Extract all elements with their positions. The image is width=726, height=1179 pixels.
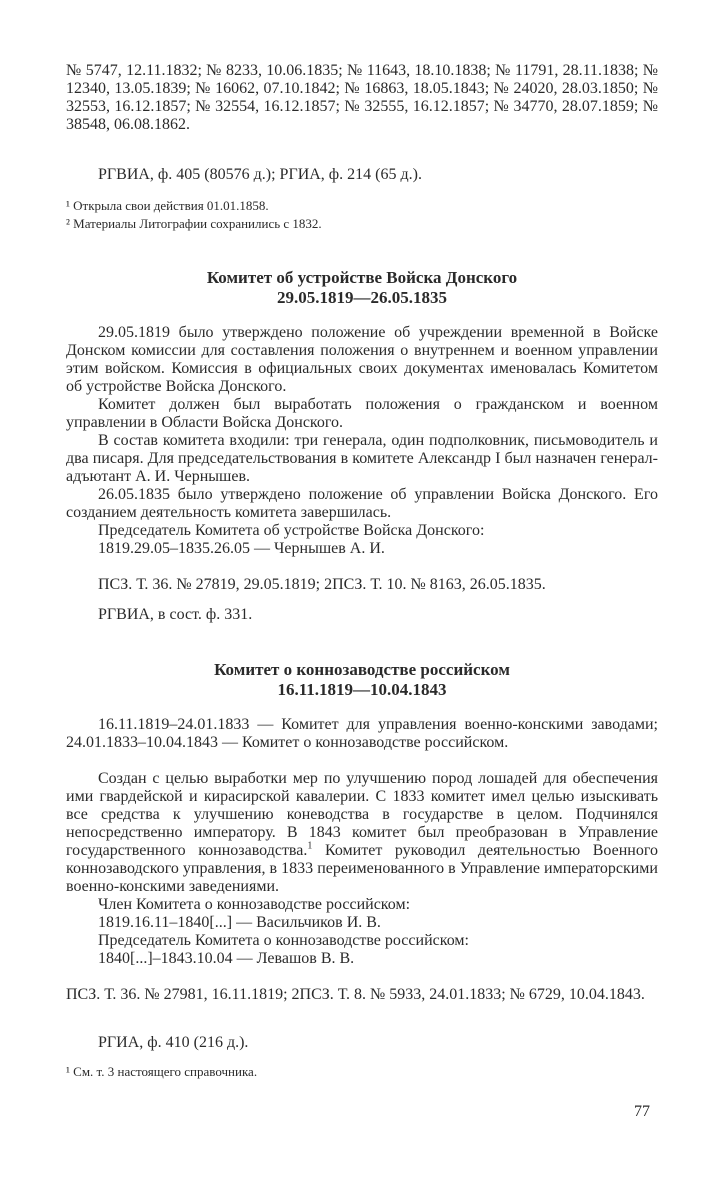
paragraph: 16.11.1819–24.01.1833 — Комитет для управления военно-конскими заводами; 24.01.1833–10.04.1843 — Комитет о коннозаводстве российском. [66,716,658,751]
paragraph: В состав комитета входили: три генерала, один подполковник, письмоводитель и два писаря. Для председательствования в комитете Александр I был назначен генерал-адъютант А. И. Чернышев. [66,432,658,485]
chair-label: Председатель Комитета о коннозаводстве российском: [98,932,469,949]
psz-reference: ПСЗ. Т. 36. № 27819, 29.05.1819; 2ПСЗ. Т. 10. № 8163, 26.05.1835. [98,576,546,593]
archive-reference: РГИА, ф. 410 (216 д.). [98,1034,249,1051]
page-number: 77 [634,1103,650,1120]
footnote-1: ¹ Открыла свои действия 01.01.1858. [66,198,269,213]
paragraph-text: Комитет руководил деятельностью Военного коннозаводского управления, в 1833 переименованного в Управление императорскими военно-конскими заведениями. [66,842,658,895]
paragraph-text: Создан с целью выработки мер по улучшению пород лошадей для обеспечения ими гвардейской и кирасирской кавалерии. С 1833 комитет имел целью изыскивать все средства к улучшению коневодства в государстве в целом. Подчинялся непосредственно императору. В 1843 комитет был преобразован в Управление государственного коннозаводства. [66,770,658,859]
footnote-2: ² Материалы Литографии сохранились с 1832. [66,216,322,231]
member-entry: 1819.16.11–1840[...] — Васильчиков И. В. [98,914,381,931]
psz-reference: ПСЗ. Т. 36. № 27981, 16.11.1819; 2ПСЗ. Т. 8. № 5933, 24.01.1833; № 6729, 10.04.1843. [66,986,645,1003]
section-dates: 16.11.1819—10.04.1843 [277,680,447,699]
paragraph: 26.05.1835 было утверждено положение об управлении Войска Донского. Его созданием деятельность комитета завершилась. [66,486,658,521]
archive-reference: РГВИА, в сост. ф. 331. [98,606,253,623]
paragraph: Комитет должен был выработать положения о гражданском и военном управлении в Области Войска Донского. [66,396,658,431]
paragraph [66,770,658,896]
section-dates: 29.05.1819—26.05.1835 [277,288,447,307]
chair-label: Председатель Комитета об устройстве Войска Донского: [98,522,485,539]
chair-entry: 1819.29.05–1835.26.05 — Чернышев А. И. [98,540,385,557]
member-label: Член Комитета о коннозаводстве российском: [98,896,411,913]
archive-reference: РГВИА, ф. 405 (80576 д.); РГИА, ф. 214 (65 д.). [98,166,422,183]
section-title: Комитет об устройстве Войска Донского [206,268,518,287]
paragraph: 29.05.1819 было утверждено положение об учреждении временной в Войске Донском комиссии для составления положения о внутреннем и военном управлении этим войском. Комиссия в официальных своих документах именовалась Комитетом об устройстве Войска Донского. [66,324,658,395]
footnote-1: ¹ См. т. 3 настоящего справочника. [66,1064,258,1079]
chair-entry: 1840[...]–1843.10.04 — Левашов В. В. [98,950,355,967]
references-list: № 5747, 12.11.1832; № 8233, 10.06.1835; № 11643, 18.10.1838; № 11791, 28.11.1838; № 12340, 13.05.1839; № 16062, 07.10.1842; № 16863, 18.05.1843; № 24020, 28.03.1850; № 32553, 16.12.1857; № 32554, 16.12.1857; № 32555, 16.12.1857; № 34770, 28.07.1859; № 38548, 06.08.1862. [66,62,658,133]
section-title: Комитет о коннозаводстве российском [214,660,510,679]
footnote-marker: 1 [307,840,313,852]
